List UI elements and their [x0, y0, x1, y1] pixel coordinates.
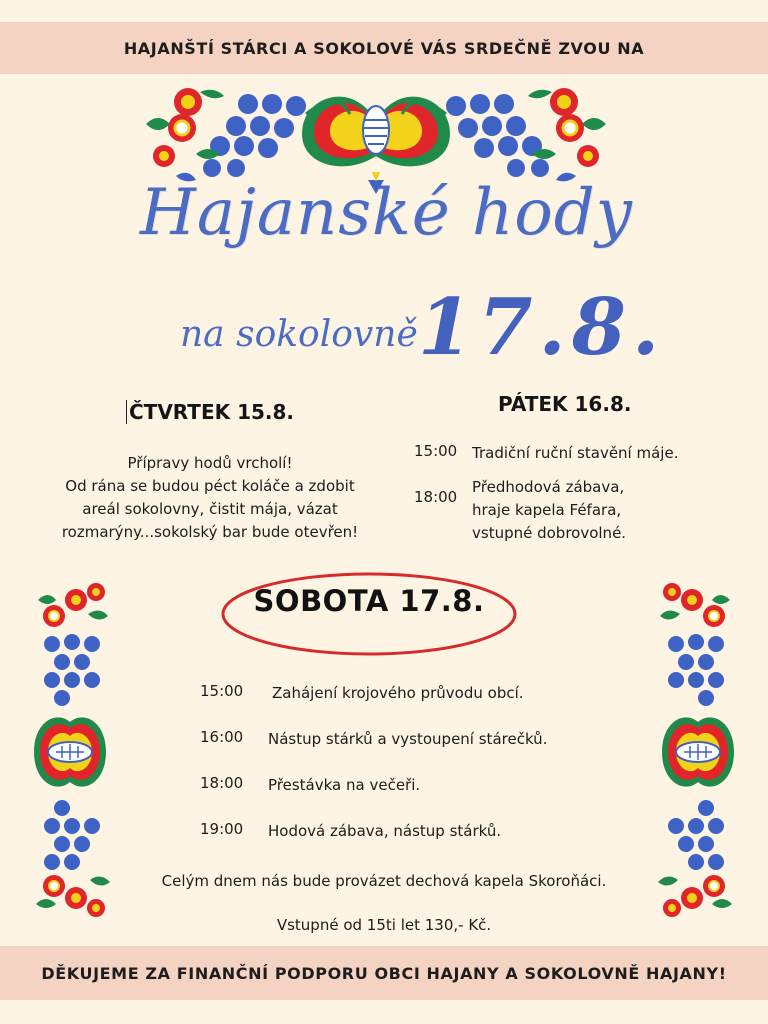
schedule-text: vstupné dobrovolné.: [472, 524, 627, 542]
thanks-banner: [0, 946, 768, 1000]
thursday-line: Od rána se budou péct koláče a zdobit: [65, 477, 355, 495]
friday-heading: PÁTEK 16.8.: [498, 392, 632, 416]
saturday-item: [200, 774, 421, 794]
event-title: Hajanské hody: [140, 176, 633, 250]
friday-item: [414, 442, 679, 462]
schedule-time: 18:00: [200, 774, 244, 792]
thursday-line: rozmarýny...sokolský bar bude otevřen!: [61, 523, 359, 541]
music-note: Celým dnem nás bude provázet dechová kapela Skoroňáci.: [161, 872, 607, 890]
schedule-text: Zahájení krojového průvodu obcí.: [272, 684, 524, 702]
saturday-item: [200, 682, 524, 702]
saturday-item: [200, 728, 548, 748]
thursday-description: [40, 452, 380, 544]
schedule-time: 15:00: [200, 682, 244, 700]
schedule-time: 18:00: [414, 488, 458, 506]
folk-ornament-left-icon: [30, 580, 114, 920]
schedule-text: Tradiční ruční stavění máje.: [472, 444, 679, 462]
schedule-text: Předhodová zábava,: [472, 478, 625, 496]
schedule-time: 15:00: [414, 442, 458, 460]
invite-banner: [0, 22, 768, 74]
schedule-text: Nástup stárků a vystoupení stárečků.: [268, 730, 548, 748]
folk-ornament-right-icon: [654, 580, 738, 920]
schedule-time: 19:00: [200, 820, 244, 838]
thursday-line: Přípravy hodů vrcholí!: [127, 454, 293, 472]
thursday-line: areál sokolovny, čistit mája, vázat: [82, 500, 338, 518]
schedule-text: Přestávka na večeři.: [268, 776, 421, 794]
event-date: 17.8.: [418, 282, 666, 373]
schedule-time: 16:00: [200, 728, 244, 746]
schedule-text: hraje kapela Féfara,: [472, 501, 622, 519]
saturday-item: [200, 820, 502, 840]
event-venue: na sokolovně: [180, 314, 418, 355]
saturday-heading: SOBOTA 17.8.: [253, 584, 485, 618]
schedule-text: Hodová zábava, nástup stárků.: [268, 822, 502, 840]
thursday-heading: ČTVRTEK 15.8.: [126, 400, 294, 424]
thanks-banner-text: DĚKUJEME ZA FINANČNÍ PODPORU OBCI HAJANY A SOKOLOVNĚ HAJANY!: [41, 963, 727, 983]
entry-fee-note: Vstupné od 15ti let 130,- Kč.: [276, 916, 492, 934]
invite-banner-text: HAJANŠTÍ STÁRCI A SOKOLOVÉ VÁS SRDEČNĚ ZVOU NA: [123, 38, 645, 58]
